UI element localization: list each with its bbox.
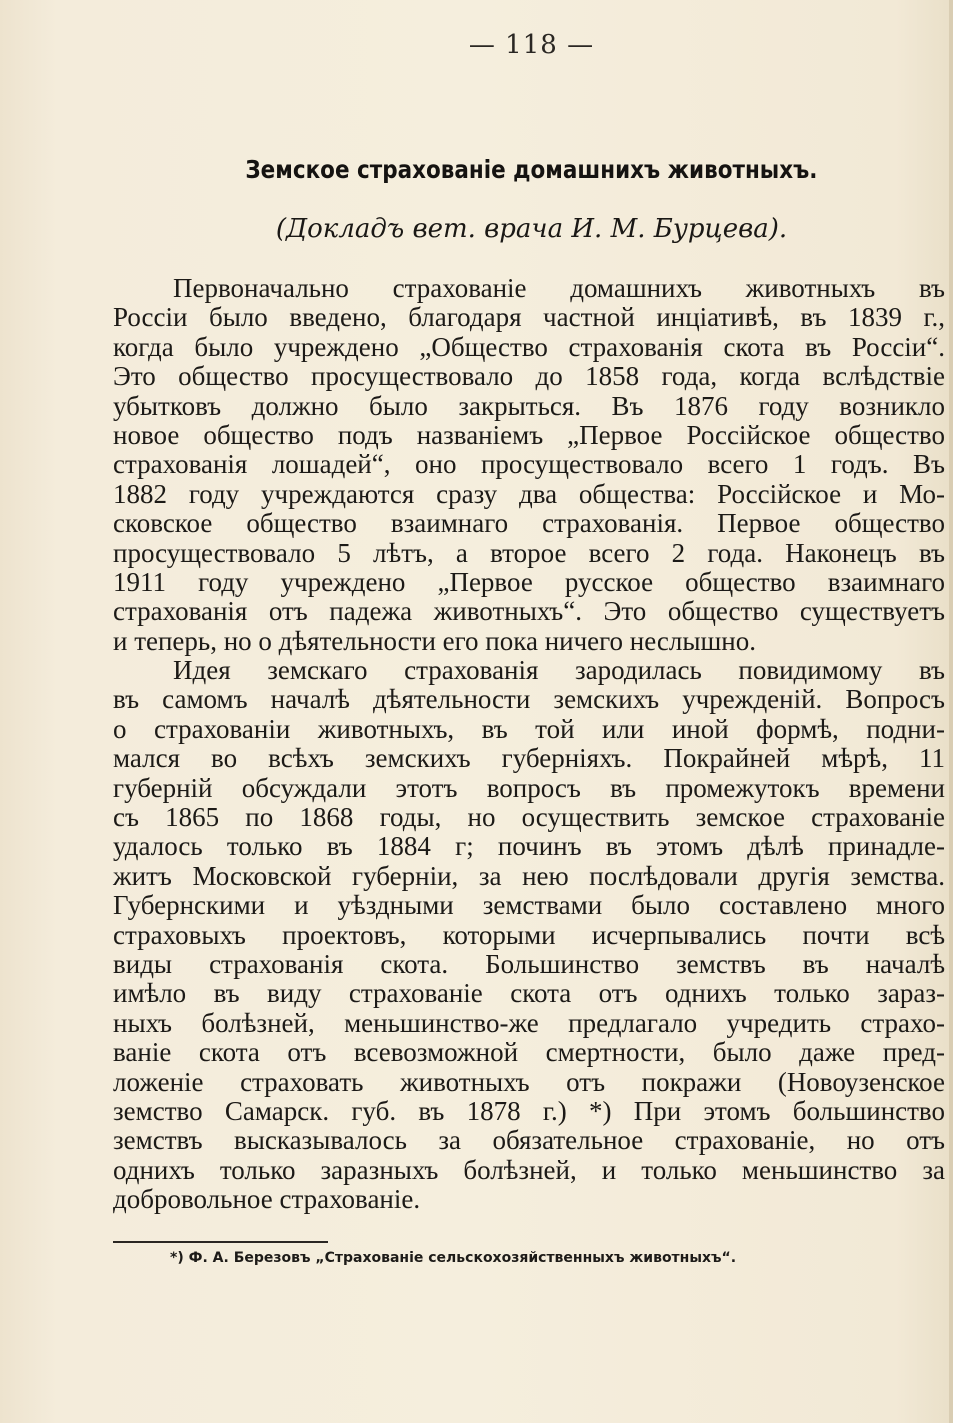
paragraph-1 xyxy=(113,274,945,656)
text-line: ложеніе страховать животныхъ отъ покражи (Новоузенское xyxy=(113,1066,945,1097)
paragraph-2 xyxy=(113,656,945,1214)
text-line: ныхъ болѣзней, меньшинство-же предлагало учредить страхо- xyxy=(113,1007,945,1038)
text-line: житъ Московской губерніи, за нею послѣдовали другія земства. xyxy=(113,860,945,891)
footnote-divider xyxy=(113,1241,328,1243)
text-line: о страхованіи животныхъ, въ той или иной формѣ, подни- xyxy=(113,713,945,744)
article-title: Земское страхованіе домашнихъ животныхъ. xyxy=(245,155,818,184)
text-line: 1882 году учреждаются сразу два общества: Россійское и Мо- xyxy=(113,478,945,509)
text-line: удалось только въ 1884 г; починъ въ этомъ дѣлѣ принадле- xyxy=(113,831,945,862)
text-line: Идея земскаго страхованія зародилась повидимому въ xyxy=(173,655,945,686)
text-line: съ 1865 по 1868 годы, но осуществить земское страхованіе xyxy=(113,802,945,833)
page-number: — 118 — xyxy=(468,30,595,60)
text-line: въ самомъ началѣ дѣятельности земскихъ учрежденій. Вопросъ xyxy=(113,684,945,715)
text-line: страховыхъ проектовъ, которыми исчерпывались почти всѣ xyxy=(113,919,945,950)
text-line: Губернскими и уѣздными земствами было составлено много xyxy=(113,890,945,921)
text-line: и теперь, но о дѣятельности его пока ничего неслышно. xyxy=(113,625,757,656)
text-line: мался во всѣхъ земскихъ губерніяхъ. Покрайней мѣрѣ, 11 xyxy=(113,743,945,774)
text-line: когда было учреждено „Общество страхованія скота въ Россіи“. xyxy=(113,331,945,362)
article-subtitle: (Докладъ вет. врача И. М. Бурцева). xyxy=(275,214,788,244)
article-body xyxy=(113,274,945,1215)
footnote: *) Ф. А. Березовъ „Страхованіе сельскохозяйственныхъ животныхъ“. xyxy=(170,1250,737,1266)
text-line: губерній обсуждали этотъ вопросъ въ промежутокъ времени xyxy=(113,772,945,803)
text-line: земствъ высказывалось за обязательное страхованіе, но отъ xyxy=(113,1125,945,1156)
text-line: добровольное страхованіе. xyxy=(113,1184,421,1215)
text-line: Это общество просуществовало до 1858 года, когда вслѣдствіе xyxy=(113,361,945,392)
text-line: земство Самарск. губ. въ 1878 г.) *) При этомъ большинство xyxy=(113,1095,945,1126)
text-line: страхованія лошадей“, оно просуществовало всего 1 годъ. Въ xyxy=(113,449,945,480)
text-line: имѣло въ виду страхованіе скота отъ однихъ только зараз- xyxy=(113,978,945,1009)
text-line: ваніе скота отъ всевозможной смертности, было даже пред- xyxy=(113,1037,945,1068)
text-line: 1911 году учреждено „Первое русское общество взаимнаго xyxy=(113,566,945,597)
text-line: Россіи было введено, благодаря частной инціативѣ, въ 1839 г., xyxy=(113,302,945,333)
text-line: виды страхованія скота. Большинство земствъ въ началѣ xyxy=(113,948,945,979)
text-line: новое общество подъ названіемъ „Первое Россійское общество xyxy=(113,419,945,450)
text-line: Первоначально страхованіе домашнихъ животныхъ въ xyxy=(173,273,945,303)
text-line: убытковъ должно было закрыться. Въ 1876 году возникло xyxy=(113,390,945,421)
text-line: сковское общество взаимнаго страхованія. Первое общество xyxy=(113,508,945,539)
text-line: страхованія отъ падежа животныхъ“. Это общество существуетъ xyxy=(113,596,945,627)
text-line: просуществовало 5 лѣтъ, а второе всего 2 года. Наконецъ въ xyxy=(113,537,945,568)
text-line: однихъ только заразныхъ болѣзней, и только меньшинство за xyxy=(113,1154,945,1185)
